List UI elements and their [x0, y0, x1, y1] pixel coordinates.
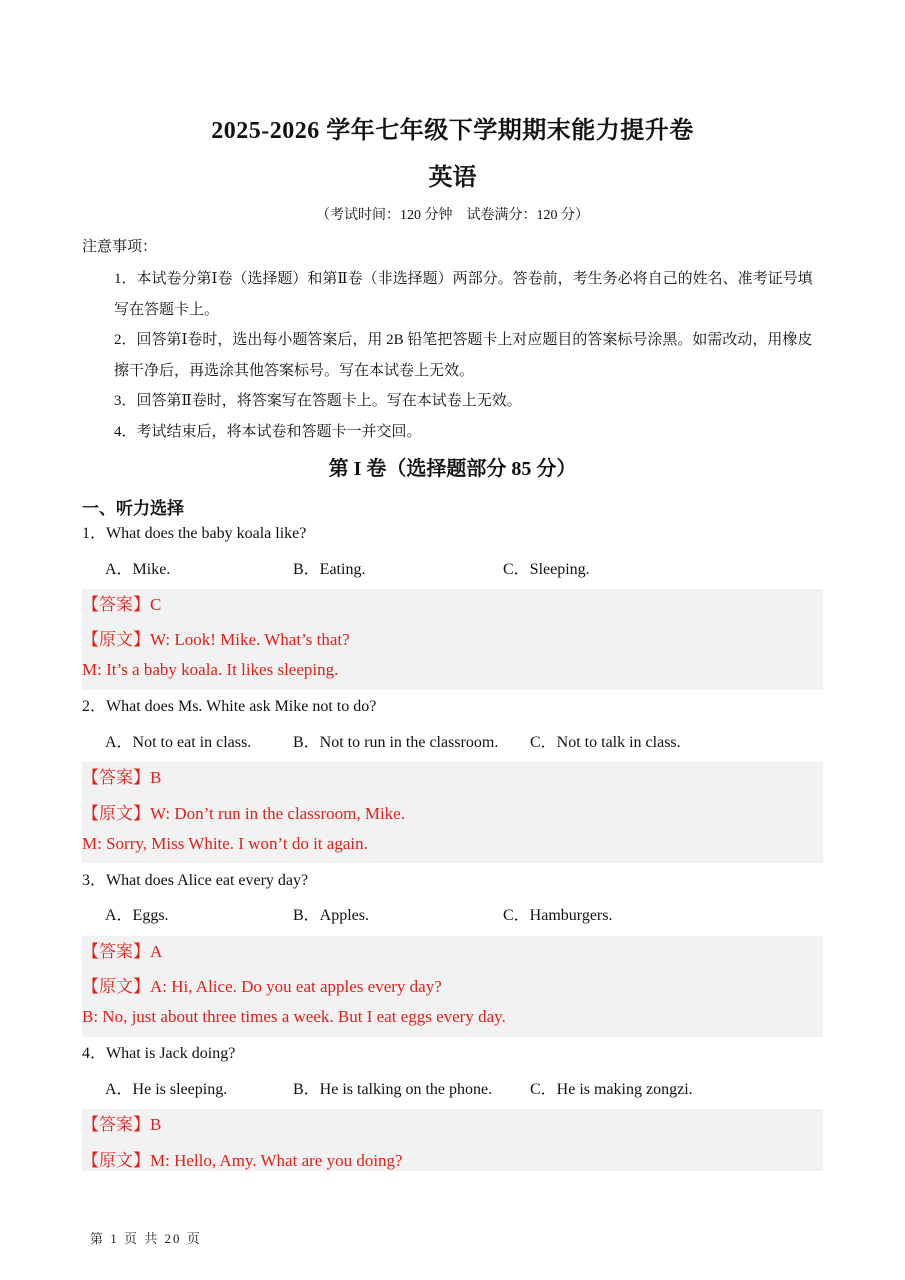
- transcript-line: M: It’s a baby koala. It likes sleeping.: [82, 660, 339, 679]
- question-stem: 4．What is Jack doing?: [82, 1045, 236, 1062]
- section-title: 第 I 卷（选择题部分 85 分）: [328, 458, 577, 480]
- option-b: B．Eating.: [293, 561, 366, 578]
- note-item: [82, 264, 824, 326]
- option-a: A．Mike.: [105, 561, 171, 578]
- note-text: 3．回答第Ⅱ卷时，将答案写在答题卡上。写在本试卷上无效。: [114, 393, 522, 409]
- part-heading: 一、听力选择: [82, 499, 184, 518]
- option-c: C．Hamburgers.: [503, 907, 613, 924]
- note-item: [82, 325, 824, 387]
- exam-title: 2025-2026 学年七年级下学期期末能力提升卷: [211, 118, 694, 144]
- notes-heading: 注意事项：: [82, 239, 158, 255]
- option-a: A．He is sleeping.: [105, 1081, 228, 1098]
- option-b: B．Apples.: [293, 907, 370, 924]
- option-c: C．He is making zongzi.: [530, 1081, 693, 1098]
- transcript-line: M: Sorry, Miss White. I won’t do it again.: [82, 834, 368, 853]
- option-a: A．Eggs.: [105, 907, 169, 924]
- option-c: C．Sleeping.: [503, 561, 590, 578]
- note-item: [82, 417, 824, 448]
- transcript-line: 【原文】W: Don’t run in the classroom, Mike.: [82, 804, 405, 823]
- subject-title: 英语: [428, 165, 477, 191]
- option-b: B．He is talking on the phone.: [293, 1081, 493, 1098]
- answer-label: 【答案】C: [82, 595, 162, 614]
- answer-label: 【答案】A: [82, 942, 163, 961]
- transcript-line: 【原文】A: Hi, Alice. Do you eat apples every day?: [82, 977, 442, 996]
- answer-label: 【答案】B: [82, 1115, 162, 1134]
- note-text: 1．本试卷分第Ⅰ卷（选择题）和第Ⅱ卷（非选择题）两部分。答卷前，考生务必将自己的姓名、准考证号填写在答题卡上。: [114, 271, 813, 318]
- option-a: A．Not to eat in class.: [105, 734, 252, 751]
- option-b: B．Not to run in the classroom.: [293, 734, 499, 751]
- transcript-line: 【原文】W: Look! Mike. What’s that?: [82, 630, 350, 649]
- transcript-line: 【原文】M: Hello, Amy. What are you doing?: [82, 1151, 403, 1170]
- question-stem: 1．What does the baby koala like?: [82, 525, 307, 542]
- answer-label: 【答案】B: [82, 768, 162, 787]
- page-number: 第 1 页 共 20 页: [90, 1231, 202, 1246]
- note-text: 4．考试结束后，将本试卷和答题卡一并交回。: [114, 424, 422, 440]
- note-text: 2．回答第Ⅰ卷时，选出每小题答案后，用 2B 铅笔把答题卡上对应题目的答案标号涂黑。如需改动，用橡皮擦干净后，再选涂其他答案标号。写在本试卷上无效。: [114, 332, 813, 379]
- transcript-line: B: No, just about three times a week. But I eat eggs every day.: [82, 1007, 506, 1026]
- note-item: [82, 386, 824, 417]
- question-stem: 3．What does Alice eat every day?: [82, 872, 309, 889]
- exam-info: （考试时间：120 分钟 试卷满分：120 分）: [316, 208, 589, 223]
- question-stem: 2．What does Ms. White ask Mike not to do?: [82, 698, 377, 715]
- option-c: C．Not to talk in class.: [530, 734, 681, 751]
